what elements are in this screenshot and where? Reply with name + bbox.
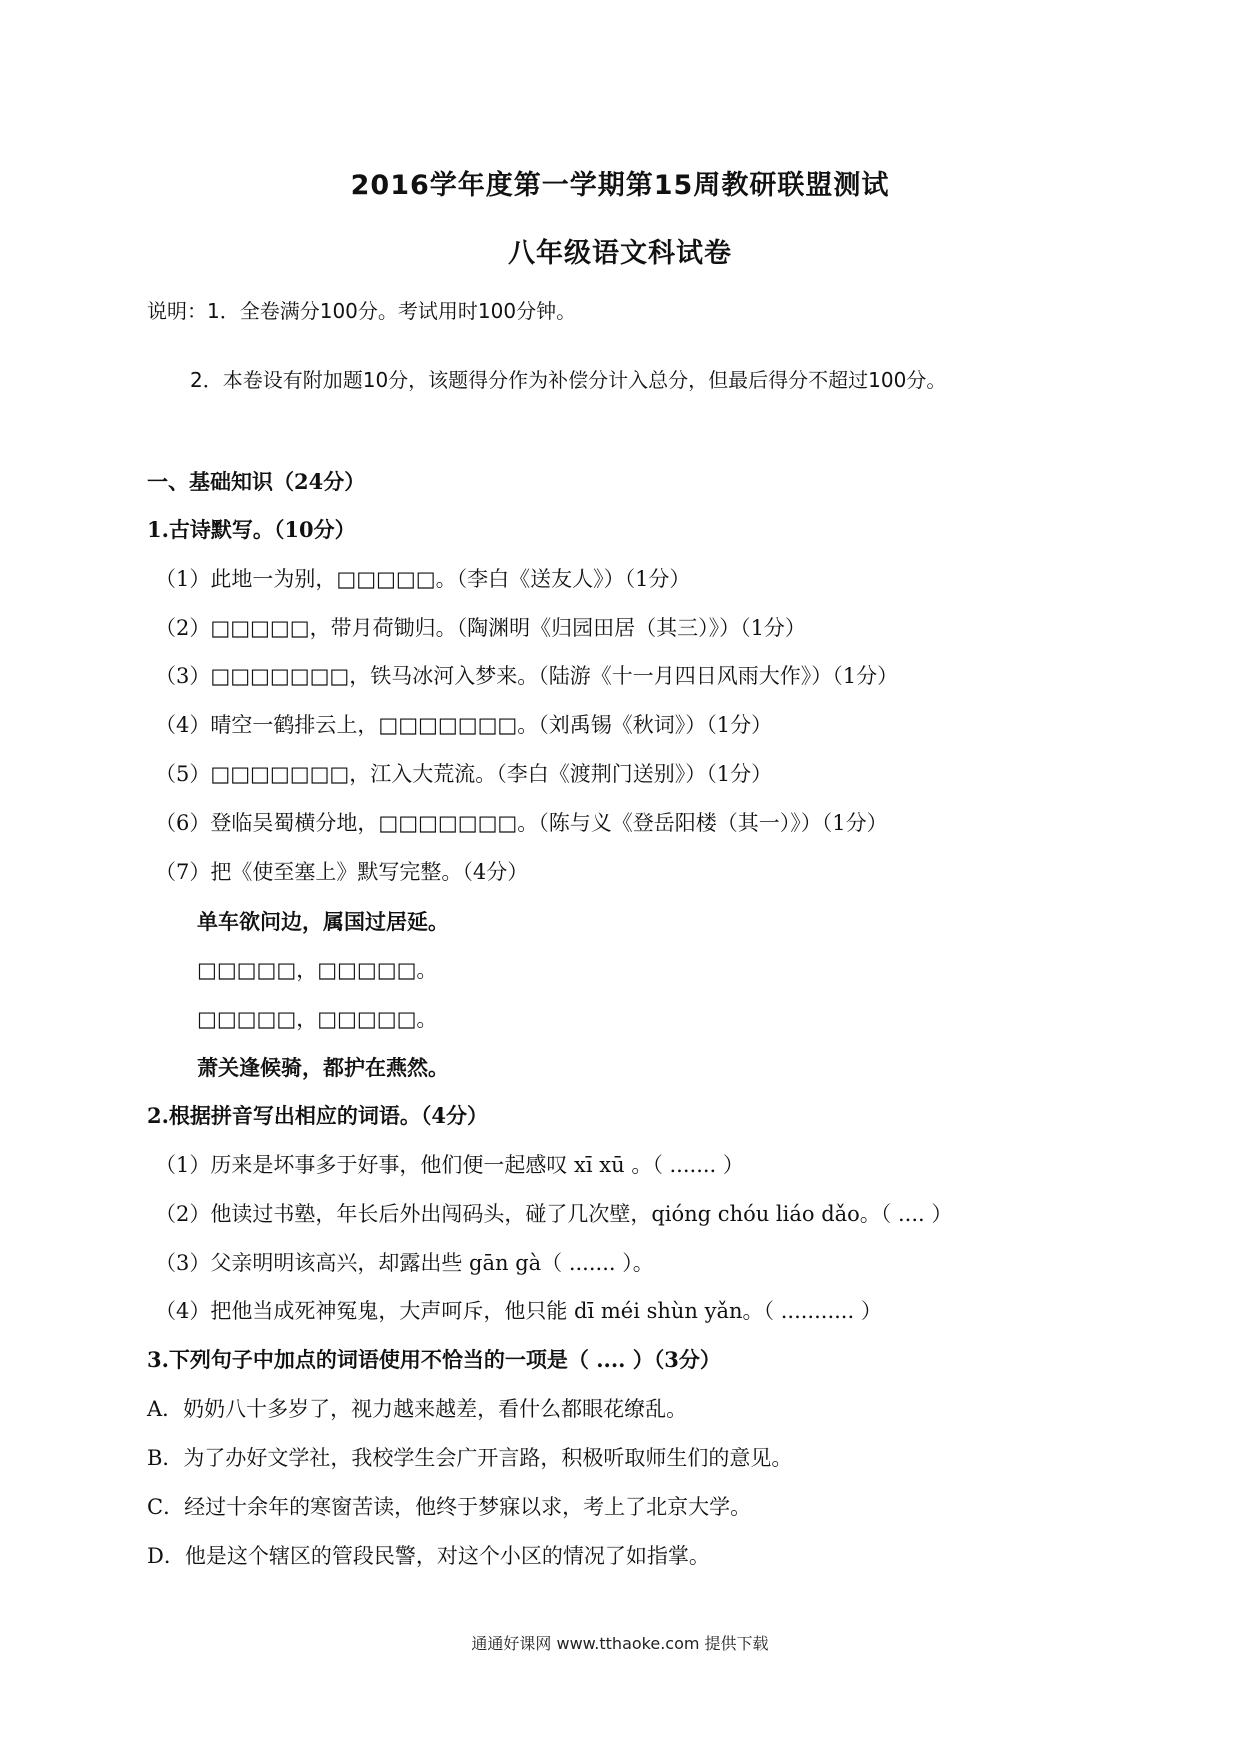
question-3-option-b: B．为了办好文学社，我校学生会广开言路，积极听取师生们的意见。 (147, 1446, 793, 1470)
question-1-item: （7）把《使至塞上》默写完整。（4分） (155, 860, 529, 884)
question-2-heading: 2.根据拼音写出相应的词语。（4分） (147, 1103, 489, 1128)
question-2-item: （3）父亲明明该高兴，却露出些 gān gà（ ....... ）。 (155, 1251, 654, 1275)
instruction-line-2: 2．本卷设有附加题10分，该题得分作为补偿分计入总分，但最后得分不超过100分。 (190, 368, 947, 392)
question-2-item: （1）历来是坏事多于好事，他们便一起感叹 xī xū 。（ ....... ） (155, 1153, 744, 1177)
question-3-option-d: D．他是这个辖区的管段民警，对这个小区的情况了如指掌。 (147, 1544, 710, 1568)
question-3-option-c: C．经过十余年的寒窗苦读，他终于梦寐以求，考上了北京大学。 (147, 1495, 752, 1519)
question-1-heading: 1.古诗默写。（10分） (147, 517, 356, 542)
question-1-item: （3）□□□□□□□，铁马冰河入梦来。（陆游《十一月四日风雨大作》）（1分） (155, 664, 899, 688)
question-1-item: （4）晴空一鹤排云上，□□□□□□□。（刘禹锡《秋词》）（1分） (155, 713, 773, 737)
question-2-item: （4）把他当成死神冤鬼，大声呵斥，他只能 dī méi shùn yǎn。（ ........... ） (155, 1299, 882, 1323)
question-3-heading: 3.下列句子中加点的词语使用不恰当的一项是（ .... ）（3分） (147, 1347, 721, 1372)
question-1-item: （1）此地一为别，□□□□□。（李白《送友人》）（1分） (155, 567, 691, 591)
exam-subtitle: 八年级语文科试卷 (508, 238, 732, 269)
page-footer: 通通好课网 www.tthaoke.com 提供下载 (471, 1634, 769, 1653)
poem-line: 单车欲问边，属国过居延。 (197, 909, 449, 934)
instruction-line-1: 说明：1．全卷满分100分。考试用时100分钟。 (147, 299, 577, 323)
question-2-item: （2）他读过书塾，年长后外出闯码头，碰了几次壁，qióng chóu liáo dǎo。（ .... ） (155, 1202, 953, 1226)
question-1-item: （2）□□□□□，带月荷锄归。（陶渊明《归园田居（其三）》）（1分） (155, 616, 806, 640)
question-3-option-a: A．奶奶八十多岁了，视力越来越差，看什么都眼花缭乱。 (147, 1397, 688, 1421)
poem-line: 萧关逢候骑，都护在燕然。 (197, 1055, 449, 1080)
exam-title: 2016学年度第一学期第15周教研联盟测试 (350, 170, 890, 201)
poem-blank-line: □□□□□，□□□□□。 (197, 1007, 438, 1031)
poem-blank-line: □□□□□，□□□□□。 (197, 958, 438, 982)
question-1-item: （5）□□□□□□□，江入大荒流。（李白《渡荆门送别》）（1分） (155, 762, 773, 786)
section-heading: 一、基础知识（24分） (147, 469, 366, 494)
question-1-item: （6）登临吴蜀横分地，□□□□□□□。（陈与义《登岳阳楼（其一）》）（1分） (155, 811, 888, 835)
